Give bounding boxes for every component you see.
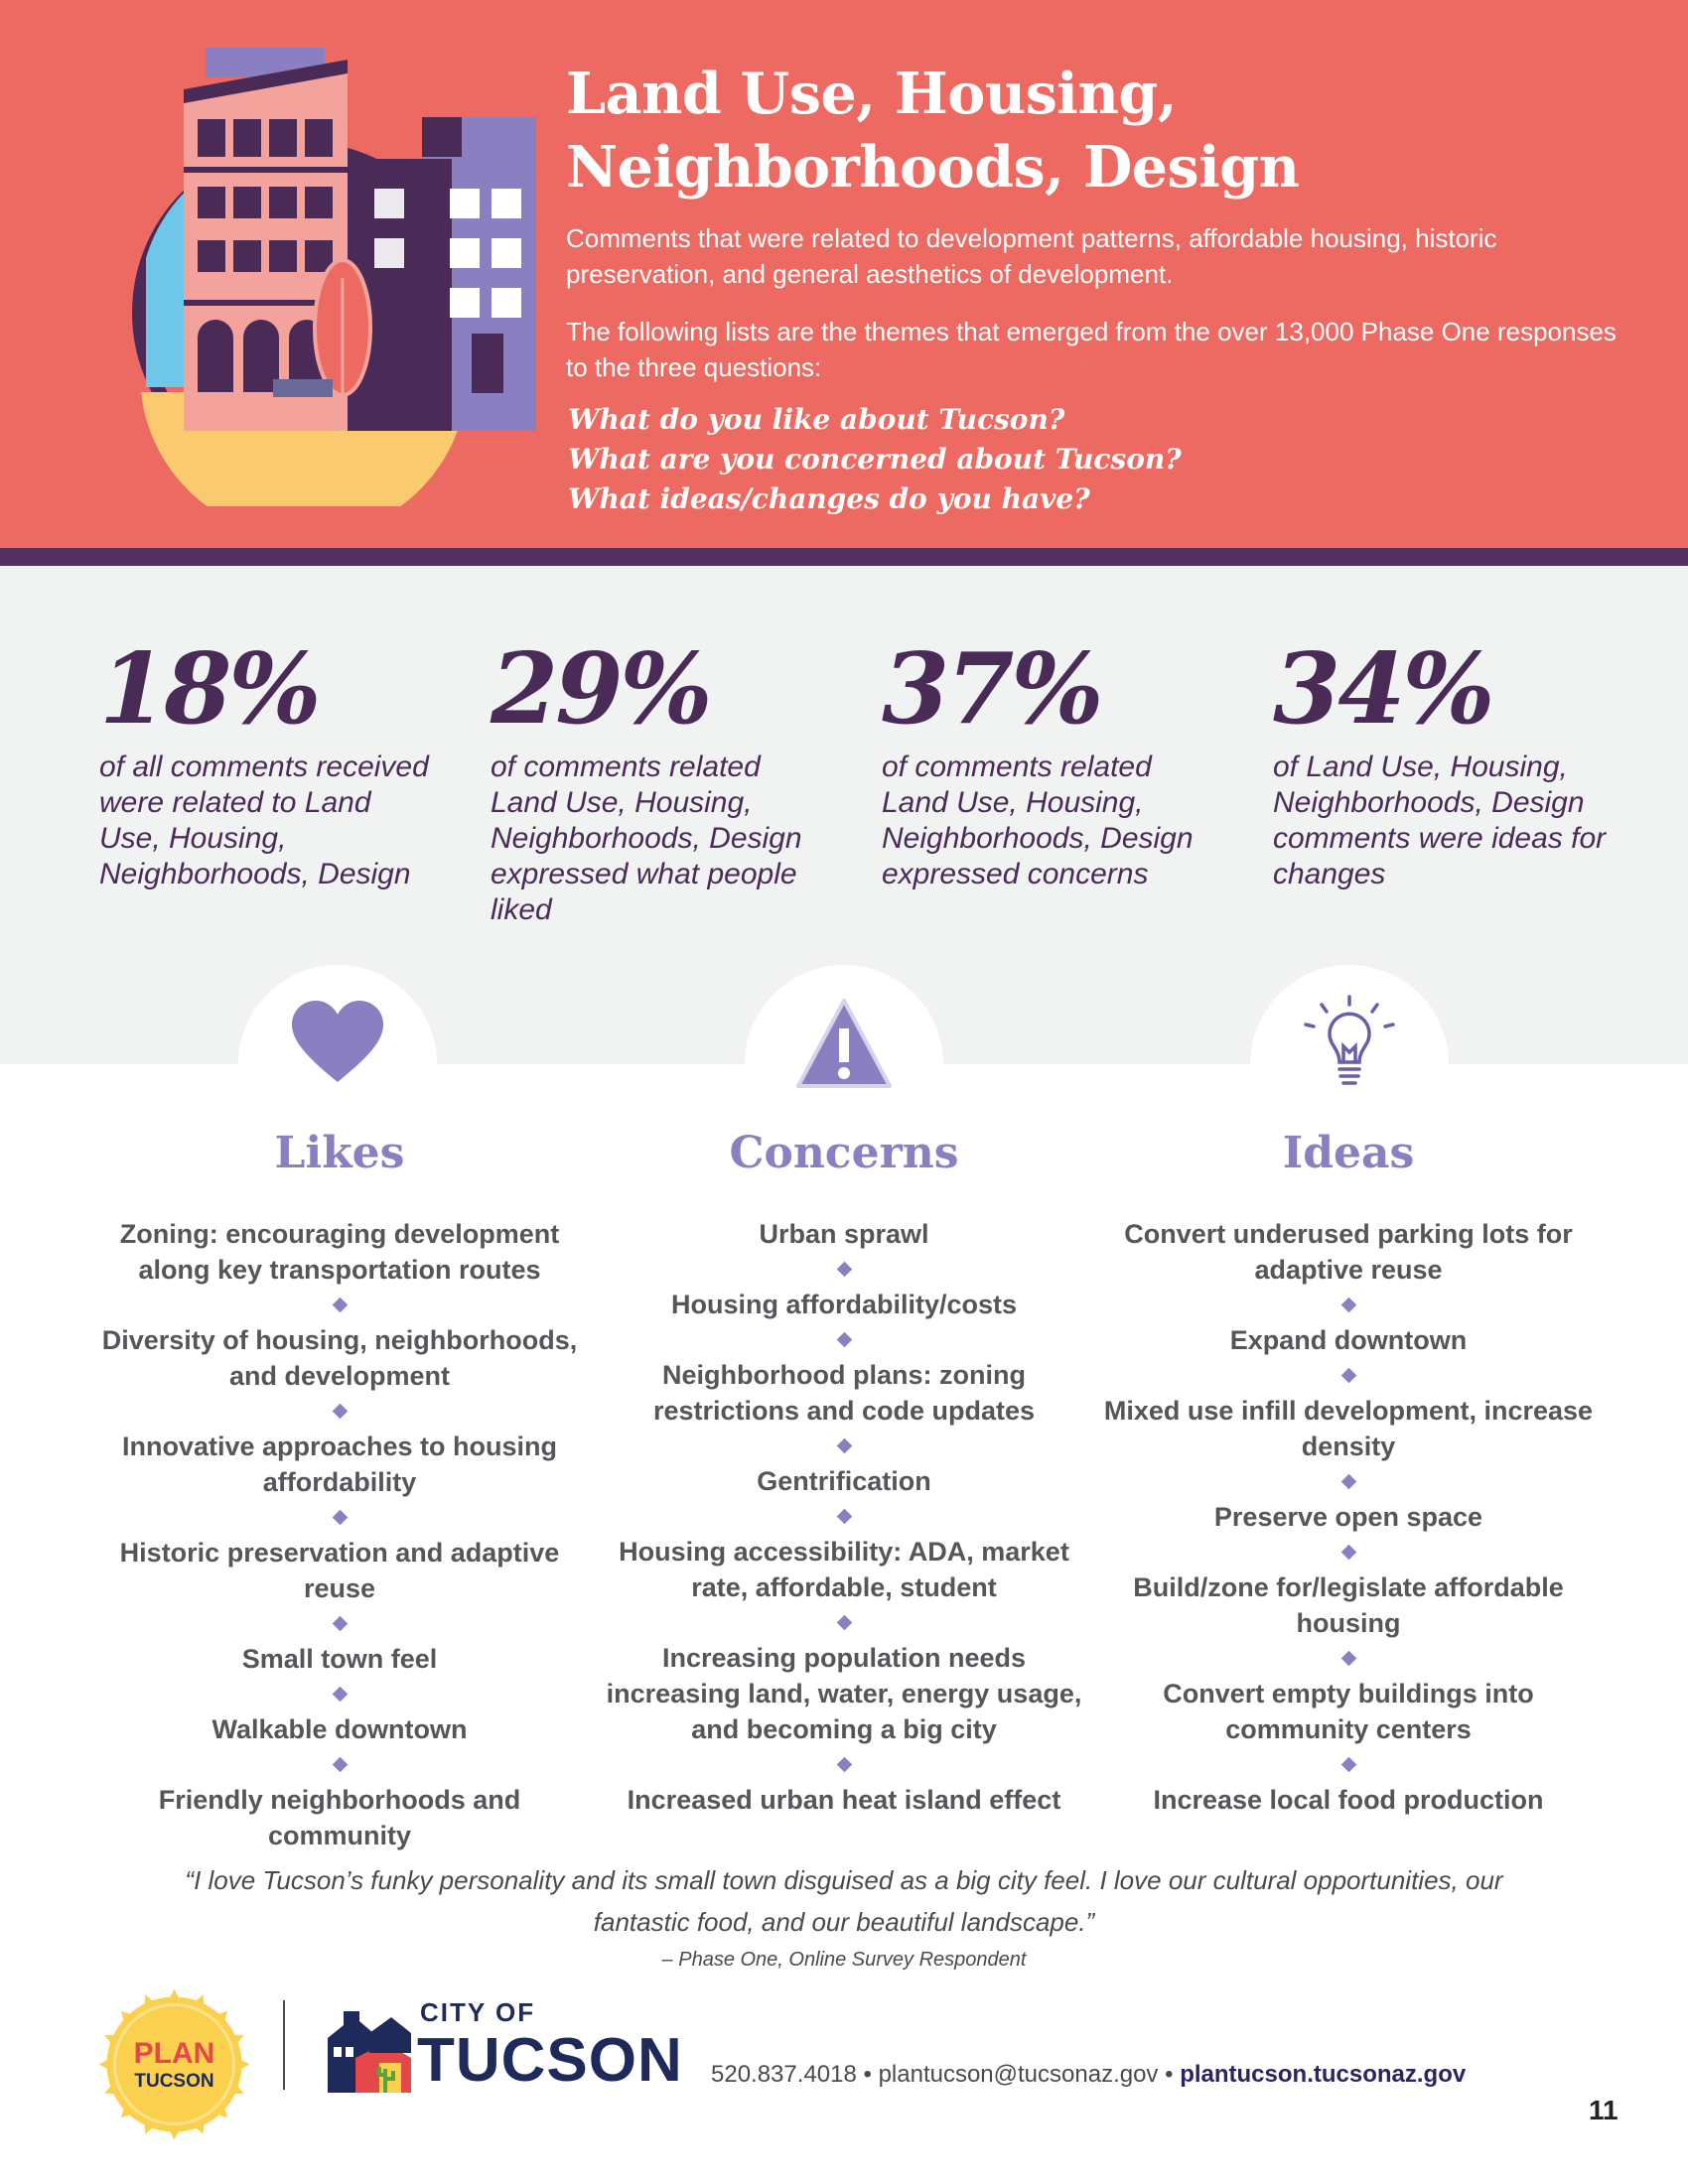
intro-text: Comments that were related to development patterns, affordable housing, historic preservation, and general aesthetics of development. [566, 223, 1497, 289]
stat-description: of all comments received were related to Land Use, Housing, Neighborhoods, Design [99, 751, 429, 890]
list-item: Housing accessibility: ADA, market rate, affordable, student [619, 1537, 1069, 1602]
list-item: Innovative approaches to housing affordability [121, 1432, 558, 1497]
plan-logo-line1: PLAN [133, 2037, 215, 2070]
diamond-separator-icon [1340, 1368, 1356, 1384]
stat-percent: 29% [491, 632, 710, 747]
stat-block [882, 632, 1219, 892]
diamond-separator-icon [836, 1615, 852, 1631]
contact-website-link[interactable]: plantucson.tucsonaz.gov [1180, 2061, 1467, 2088]
list-item: Walkable downtown [211, 1714, 468, 1744]
diamond-separator-icon [836, 1332, 852, 1348]
stat-percent: 34% [1273, 632, 1492, 747]
contact-line [711, 2061, 1466, 2089]
diamond-separator-icon [332, 1510, 348, 1526]
contact-separator: • [1158, 2061, 1181, 2088]
ideas-list [1100, 1216, 1597, 1818]
list-item: Increase local food production [1153, 1785, 1544, 1815]
header-banner [0, 0, 1688, 548]
list-item: Build/zone for/legislate affordable housing [1133, 1572, 1564, 1638]
header-divider-stripe [0, 548, 1688, 566]
list-item: Increased urban heat island effect [627, 1785, 1061, 1815]
diamond-separator-icon [332, 1616, 348, 1632]
question-ideas: What ideas/changes do you have? [568, 482, 1090, 515]
logo-sun-ray [235, 2057, 249, 2072]
page-number: 11 [1589, 2095, 1618, 2125]
diamond-separator-icon [836, 1509, 852, 1525]
logo-sun-ray [167, 2125, 182, 2139]
plan-logo-line2: TUCSON [134, 2071, 214, 2092]
intro-text-questions: The following lists are the themes that emerged from the over 13,000 Phase One responses to the three questions: [566, 317, 1617, 382]
concerns-list [596, 1216, 1092, 1818]
page-title: Land Use, Housing, Neighborhoods, Design [566, 61, 1300, 201]
city-of-label: CITY OF [420, 1997, 536, 2027]
stat-block [491, 632, 828, 928]
footer-divider [283, 2000, 285, 2090]
logo-sun-ray [99, 2057, 113, 2072]
list-item: Friendly neighborhoods and community [158, 1785, 521, 1850]
list-item: Expand downtown [1229, 1325, 1468, 1355]
likes-list [91, 1216, 588, 1853]
diamond-separator-icon [836, 1757, 852, 1773]
diamond-separator-icon [1340, 1474, 1356, 1490]
stat-block [99, 632, 437, 892]
contact-separator: • [856, 2061, 879, 2088]
stat-description: of comments related Land Use, Housing, Neighborhoods, Design expressed concerns [882, 751, 1194, 890]
diamond-separator-icon [1340, 1545, 1356, 1561]
list-item: Mixed use infill development, increase density [1103, 1396, 1594, 1461]
diamond-separator-icon [1340, 1651, 1356, 1667]
diamond-separator-icon [332, 1757, 348, 1773]
plan-tucson-logo [97, 1987, 251, 2141]
respondent-quote: “I love Tucson’s funky personality and its small town disguised as a big city feel. I love our cultural opportunities, our fantastic food, and our beautiful landscape.” [185, 1865, 1503, 1937]
list-item: Small town feel [241, 1644, 438, 1674]
question-likes: What do you like about Tucson? [568, 403, 1065, 436]
contact-email[interactable]: plantucson@tucsonaz.gov [878, 2061, 1159, 2088]
warning-icon [794, 995, 894, 1094]
city-name-wordmark: TUCSON [417, 2026, 683, 2095]
diamond-separator-icon [332, 1297, 348, 1313]
stat-block [1273, 632, 1611, 892]
lightbulb-icon [1300, 995, 1399, 1094]
concerns-heading: Concerns [729, 1128, 959, 1178]
list-item: Urban sprawl [759, 1219, 929, 1249]
list-item: Convert empty buildings into community centers [1163, 1679, 1534, 1744]
ideas-heading: Ideas [1282, 1128, 1415, 1178]
diamond-separator-icon [1340, 1757, 1356, 1773]
diamond-separator-icon [332, 1687, 348, 1703]
list-item: Preserve open space [1213, 1502, 1483, 1532]
building-illustration [94, 40, 551, 506]
stat-description: of comments related Land Use, Housing, Neighborhoods, Design expressed what people liked [491, 751, 802, 926]
question-concerns: What are you concerned about Tucson? [568, 443, 1182, 476]
list-item: Housing affordability/costs [670, 1290, 1018, 1319]
list-item: Zoning: encouraging development along key transportation routes [119, 1219, 560, 1285]
list-item: Convert underused parking lots for adaptive reuse [1124, 1219, 1573, 1285]
list-item: Diversity of housing, neighborhoods, and development [101, 1325, 578, 1391]
stat-percent: 18% [99, 632, 319, 747]
list-item: Increasing population needs increasing land, water, energy usage, and becoming a big city [606, 1643, 1082, 1744]
heart-icon [288, 995, 387, 1094]
diamond-separator-icon [1340, 1297, 1356, 1313]
stat-percent: 37% [882, 632, 1101, 747]
quote-attribution: – Phase One, Online Survey Respondent [661, 1949, 1027, 1971]
logo-sun-ray [167, 1989, 182, 2003]
stat-description: of Land Use, Housing, Neighborhoods, Design comments were ideas for changes [1273, 751, 1607, 890]
diamond-separator-icon [836, 1438, 852, 1454]
likes-heading: Likes [274, 1128, 405, 1178]
diamond-separator-icon [836, 1262, 852, 1278]
list-item: Historic preservation and adaptive reuse [119, 1538, 560, 1603]
contact-phone: 520.837.4018 [711, 2061, 857, 2088]
list-item: Neighborhood plans: zoning restrictions and code updates [652, 1360, 1036, 1426]
list-item: Gentrification [757, 1466, 931, 1496]
diamond-separator-icon [332, 1404, 348, 1420]
